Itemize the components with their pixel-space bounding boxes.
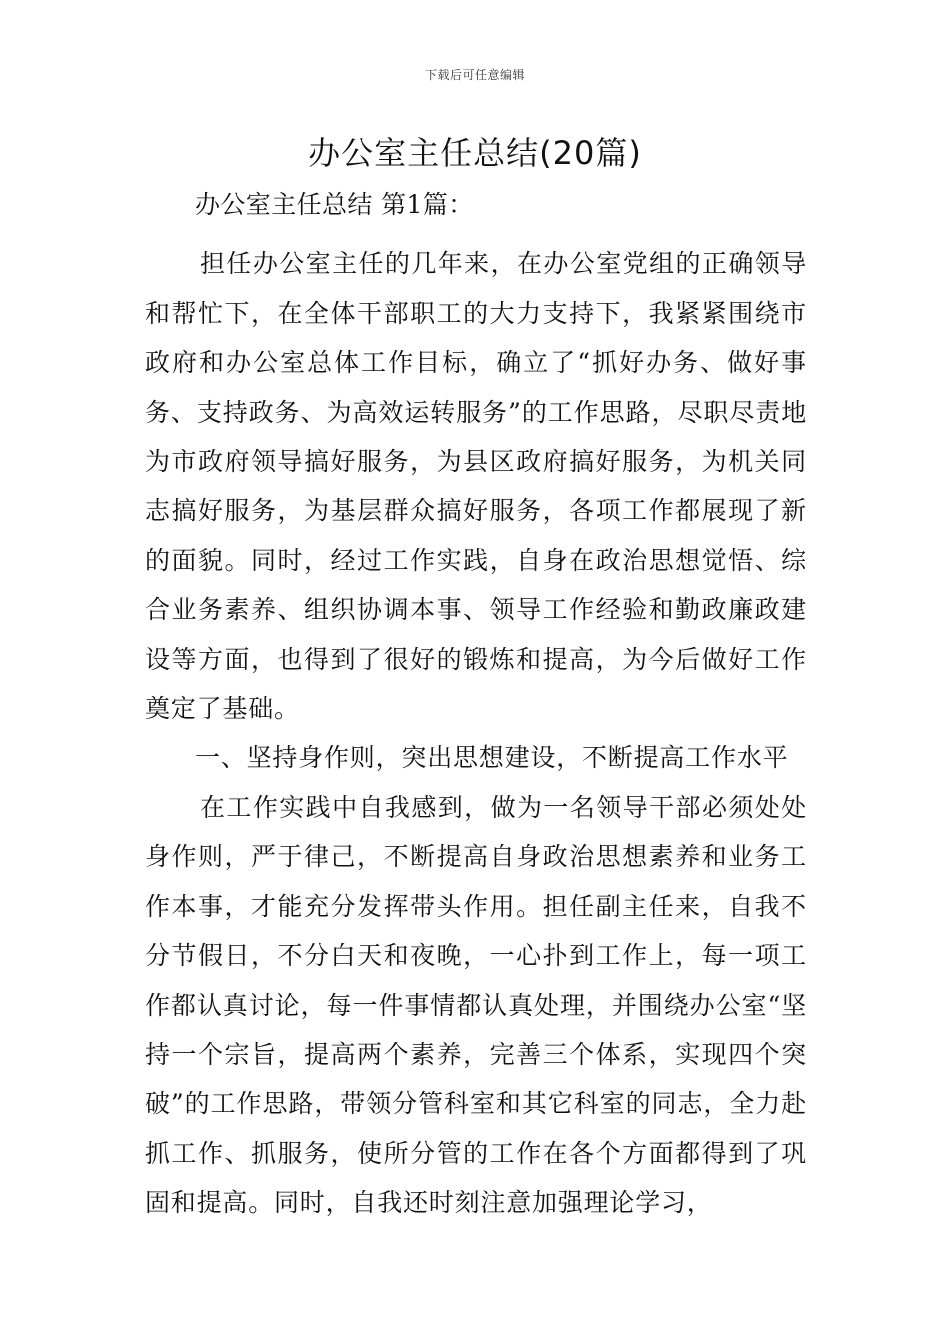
section-paragraph: 在工作实践中自我感到，做为一名领导干部必须处处身作则，严于律己，不断提高自身政治思想素养和业务工作本事，才能充分发挥带头作用。担任副主任来，自我不分节假日，不分白天和夜晚，一心扑到工作上，每一项工作都认真讨论，每一件事情都认真处理，并围绕办公室“坚持一个宗旨，提高两个素养，完善三个体系，实现四个突破”的工作思路，带领分管科室和其它科室的同志，全力赴抓工作、抓服务，使所分管的工作在各个方面都得到了巩固和提高。同时，自我还时刻注意加强理论学习， <box>145 792 807 1218</box>
document-title: 办公室主任总结(20篇) <box>308 134 642 172</box>
header-note: 下载后可任意编辑 <box>424 68 525 82</box>
body-paragraph: 担任办公室主任的几年来，在办公室党组的正确领导和帮忙下，在全体干部职工的大力支持下，我紧紧围绕市政府和办公室总体工作目标，确立了“抓好办务、做好事务、支持政务、为高效运转服务”的工作思路，尽职尽责地为市政府领导搞好服务，为县区政府搞好服务，为机关同志搞好服务，为基层群众搞好服务，各项工作都展现了新的面貌。同时，经过工作实践，自身在政治思想觉悟、综合业务素养、组织协调本事、领导工作经验和勤政廉政建设等方面，也得到了很好的锻炼和提高，为今后做好工作奠定了基础。 <box>145 249 807 724</box>
section-heading: 一、坚持身作则，突出思想建设，不断提高工作水平 <box>195 743 789 773</box>
document-subtitle: 办公室主任总结 第1篇： <box>195 190 474 219</box>
document-body <box>145 180 807 1228</box>
